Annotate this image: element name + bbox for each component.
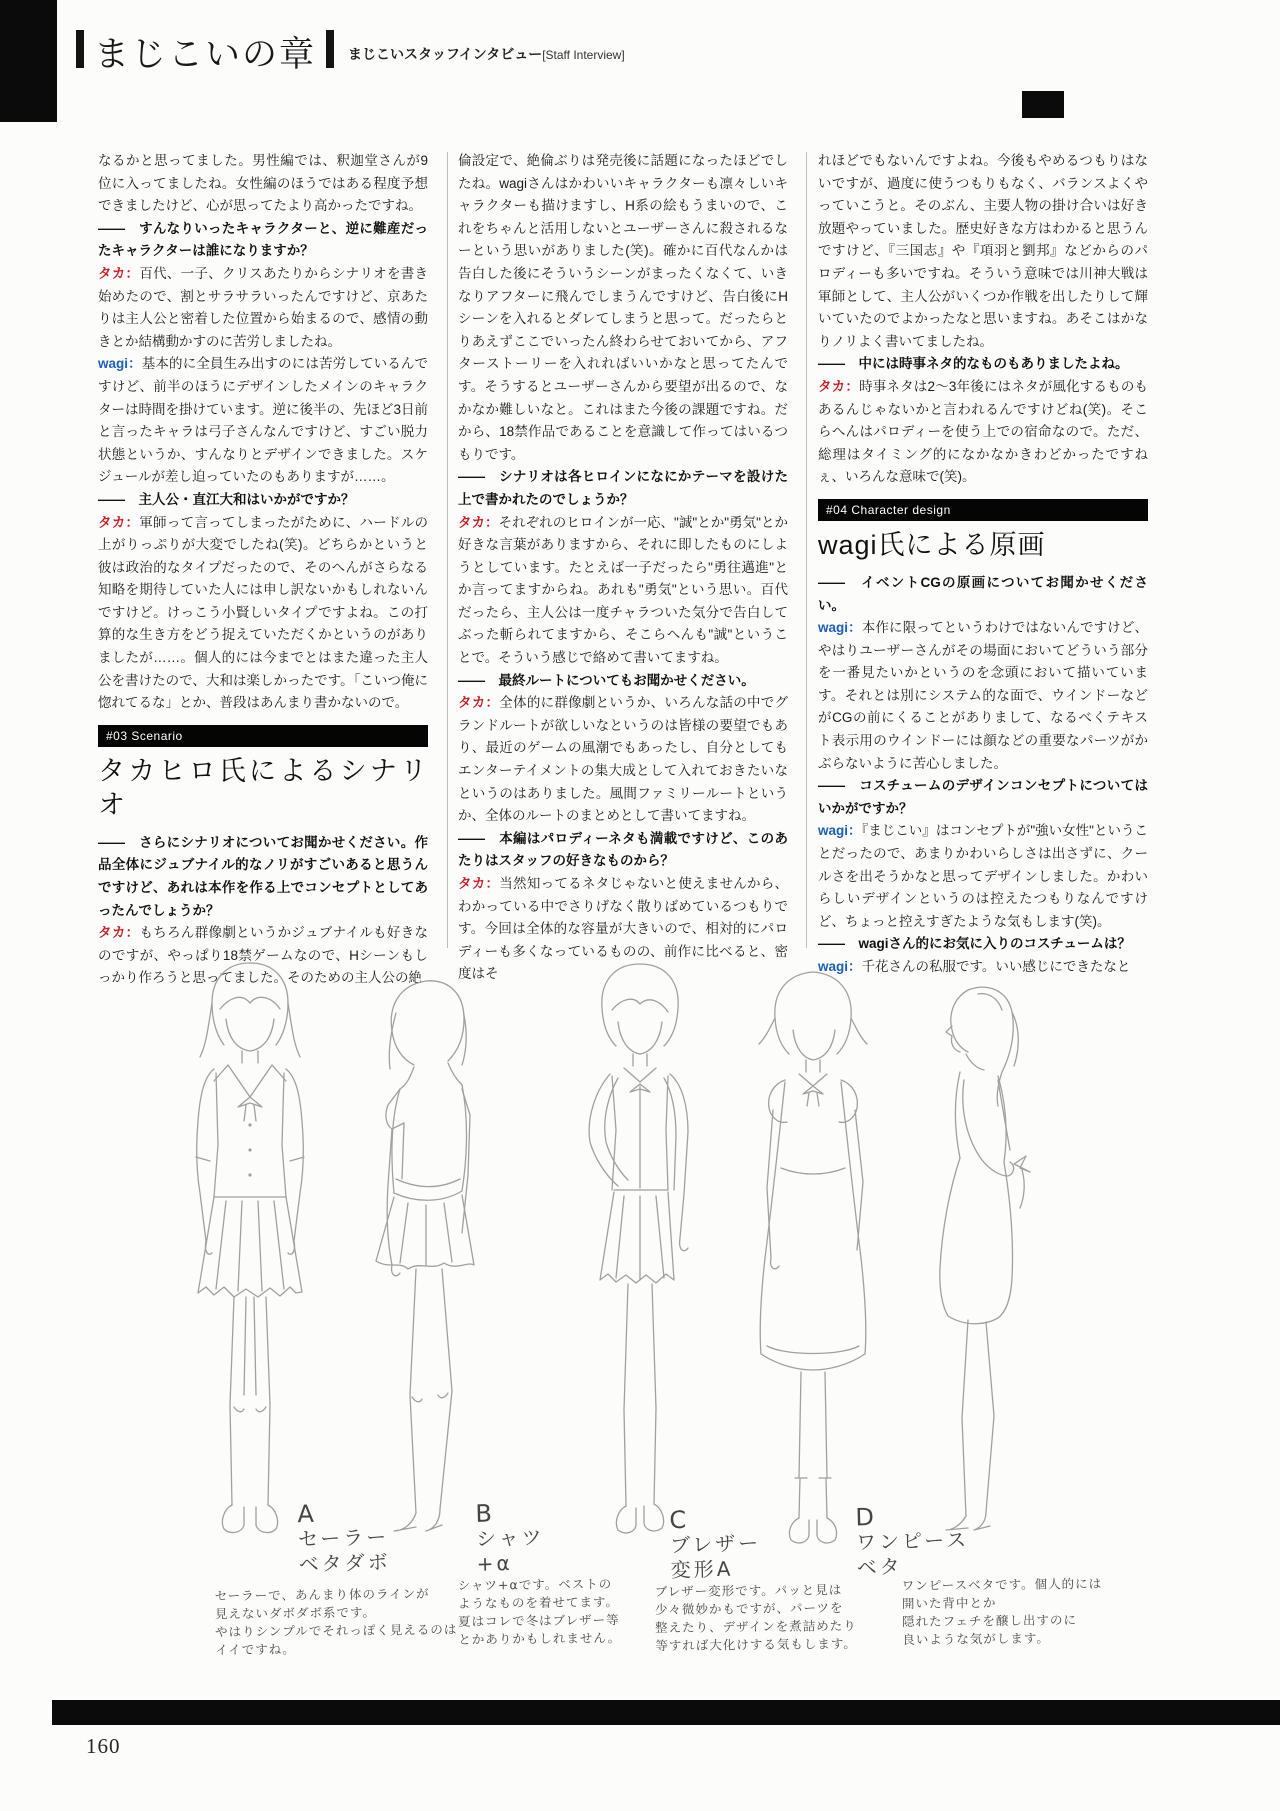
interview-paragraph: タカ：軍師って言ってしまったがために、ハードルの上がりっぷりが大変でしたね(笑)。どちらかというと彼は政治的なタイプだったので、そのへんがさらなる知略を期待していた人には申し訳ないかもしれないんですけど。けっこう小賢しいタイプですよね。この打算的な生き方をどう捉えていただくかというのがありましたが……。個人的には今までとはまた違った主人公を書けたので、大和は楽しかったです。「こいつ俺に惚れてるな」とか、普段はあんまり書かないので。: [98, 514, 429, 711]
interview-paragraph: wagi：基本的に全員生み出すのには苦労しているんですけど、前半のほうにデザインしたメインのキャラクターは時間を掛けています。逆に後半の、先ほど3日前と言ったキャラは弓子さんなんですけど、すごい脱力状態というか、すんなりとデザインできました。スケジュールが差し迫っていたのもありますが……。: [98, 356, 428, 485]
interviewer-question: ―― 中には時事ネタ的なものもありましたよね。: [818, 356, 1129, 372]
interviewer-question: ―― シナリオは各ヒロインになにかテーマを設けた上で書かれたのでしょうか？: [458, 469, 788, 507]
sketch-caption-c: [669, 1505, 762, 1583]
interviewer-question: ―― さらにシナリオについてお聞かせください。作品全体にジュブナイル的なノリがすごいあると思うんですけど、あれは本作を作る上でコンセプトとしてあったんでしょうか？: [98, 834, 428, 918]
caption-letter: B: [474, 1499, 493, 1528]
sketch-caption-b-note: [458, 1575, 622, 1649]
caption-note-line: イイですね。: [215, 1641, 296, 1658]
interview-column-3: [818, 150, 1148, 979]
section-headline: タカヒロ氏によるシナリオ: [98, 755, 428, 820]
sketch-caption-d: [855, 1502, 970, 1581]
masthead: [76, 30, 625, 72]
footer-black-bar: [52, 1700, 1280, 1725]
column-divider: [806, 152, 807, 948]
caption-name-line: シャツ: [475, 1525, 545, 1551]
caption-name-line: セーラー: [297, 1524, 390, 1552]
caption-letter: A: [296, 1499, 315, 1529]
caption-name: [298, 1525, 391, 1577]
caption-letter: D: [854, 1503, 875, 1532]
interviewer-question: ―― 本編はパロディーネタも満載ですけど、このあたりはスタッフの好きなものから？: [458, 830, 788, 869]
caption-note-line: ブレザー変形です。パッと見は: [654, 1582, 843, 1600]
caption-note-line: とかありかもしれません。: [458, 1630, 622, 1647]
caption-name-line: ベタ: [856, 1554, 903, 1580]
speaker-label-taka: タカ：: [98, 265, 140, 281]
caption-note-line: ワンピースベタです。個人的には: [901, 1575, 1103, 1594]
interviewer-question: ―― コスチュームのデザインコンセプトについてはいかがですか？: [818, 778, 1148, 816]
chapter-title: まじこいの章: [94, 35, 317, 74]
section-headline: wagi氏による原画: [818, 529, 1046, 560]
interview-paragraph: 倫設定で、絶倫ぶりは発売後に話題になったほどでしたね。wagiさんはかわいいキャラクターも凛々しいキャラクターも描けますし、H系の絵もうまいので、これをちゃんと活用しないとユーザーさんに殺されるなーという思いがありました(笑)。確かに百代なんかは告白した後にそういうシーンがまったくなくて、いきなりアフターに飛んでしまうんですけど、告白後にHシーンを入れるとダレてしまうと思って。だったらとりあえずここでいったん終わらせておいてから、アフターストーリーを入れればいいかなと思ってたんです。そうするとユーザーさんから要望が出るので、なかなか難しいなと。これはまた今後の課題ですね。だから、18禁作品であることを意識して作ってはいるつもりです。: [458, 153, 788, 462]
subtitle-en: [Staff Interview]: [542, 48, 625, 62]
interview-paragraph: タカ：当然知ってるネタじゃないと使えませんから、わかっている中でさりげなく散りばめているつもりです。今回は全体的な容量が大きいので、相対的にパロディーも多くなっているものの、前作に比べると、密度はそ: [458, 876, 789, 982]
caption-note-line: 夏はコレで冬はブレザー等: [458, 1612, 620, 1629]
caption-note-line: 整えたり、デザインを煮詰めたり: [655, 1617, 857, 1636]
caption-note-line: セーラーで、あんまり体のラインが: [214, 1586, 430, 1604]
speaker-label-taka: タカ：: [98, 514, 140, 530]
caption-name: [856, 1528, 970, 1581]
title-bar-left-icon: [76, 30, 84, 68]
page-number: 160: [86, 1734, 121, 1758]
caption-name-line: ブレザー: [669, 1530, 762, 1558]
character-sketch-onepiece: [715, 958, 910, 1598]
interviewer-question: ―― 主人公・直江大和はいかがですか？: [98, 491, 355, 507]
sketch-caption-a: [297, 1499, 391, 1577]
caption-note-line: 隠れたフェチを醸し出すのに: [902, 1612, 1078, 1630]
caption-note-line: 良いような気がします。: [902, 1630, 1050, 1648]
caption-note-line: 少々微妙かもですが、パーツを: [654, 1600, 844, 1618]
column-divider: [447, 152, 448, 948]
caption-name: [476, 1525, 546, 1577]
caption-note-line: 等すれば大化けする気もします。: [655, 1635, 857, 1654]
interviewer-question: ―― イベントCGの原画についてお聞かせください。: [818, 574, 1148, 613]
sketch-caption-b: [475, 1499, 546, 1577]
title-bar-right-icon: [326, 30, 334, 68]
interviewer-question: ―― wagiさん的にお気に入りのコスチュームは？: [818, 936, 1131, 952]
character-sketch-blazer: [540, 950, 740, 1600]
sketch-caption-c-note: [655, 1581, 857, 1655]
speaker-label-wagi: wagi：: [818, 959, 862, 974]
sketch-caption-d-note: [902, 1575, 1103, 1649]
caption-note-line: ようなものを着せてます。: [457, 1594, 619, 1611]
page-edge-tab: [1022, 91, 1064, 118]
interview-paragraph: wagi：『まじこい』はコンセプトが"強い女性"ということだったので、あまりかわいらしさは出さずに、クールさを出そうかなと思ってデザインしました。かわいらしいデザインというのは控えたつもりなんですけど、ちょっと控えすぎたような気もします(笑)。: [818, 823, 1148, 929]
interview-paragraph: タカ：百代、一子、クリスあたりからシナリオを書き始めたので、割とサラサラいったんですけど、京あたりは主人公と密着した位置から始まるので、感情の動きとか結構動かすのに苦労しましたね。: [98, 265, 428, 349]
interview-paragraph: れほどでもないんですよね。今後もやめるつもりはないですが、過度に使うつもりもなく、バランスよくやっていこうと。そのぶん、主要人物の掛け合いは好き放題やっていました。歴史好きな方はわかると思うんですけど、『三国志』や『項羽と劉邦』などからのパロディーも多いですね。そういう意味では川神大戦は軍師として、主人公がいくつか作戦を出したりして輝いていたのでよかったなと思いますね。あそこはかなりノリよく書いてましたね。: [818, 153, 1148, 349]
speaker-label-wagi: wagi：: [98, 356, 142, 372]
caption-note-line: シャツ+αです。ベストの: [457, 1576, 613, 1593]
sketch-caption-a-note: [215, 1585, 458, 1660]
interviewer-question: ―― すんなりいったキャラクターと、逆に難産だったキャラクターは誰になりますか？: [98, 220, 428, 259]
section-band: #03 Scenario: [98, 725, 428, 747]
speaker-label-taka: タカ：: [458, 876, 500, 891]
interview-column-1: [98, 150, 428, 990]
speaker-label-taka: タカ：: [818, 378, 860, 394]
interview-paragraph: wagi：本作に限ってというわけではないんですけど、やはりユーザーさんがその場面においてどういう部分を一番見たいかというのを念頭において描いています。それとは別にシステム的な面で、ウインドーなどがCGの前にくることがありまして、なるべくテキスト表示用のウインドーには顔などの重要なパーツがかぶらないように苦心しました。: [818, 620, 1148, 771]
speaker-label-taka: タカ：: [458, 695, 500, 711]
caption-name-line: +α: [476, 1550, 513, 1576]
subtitle-jp: まじこいスタッフインタビュー: [348, 46, 543, 62]
speaker-label-taka: タカ：: [98, 925, 140, 941]
section-band: #04 Character design: [818, 499, 1148, 521]
interview-paragraph: なるかと思ってました。男性編では、釈迦堂さんが9位に入ってましたね。女性編のほうではある程度予想できましたけど、心が思ってたより高かったですね。: [98, 153, 428, 214]
speaker-label-wagi: wagi：: [818, 823, 862, 839]
character-sketch-sailor: [150, 945, 350, 1595]
interviewer-question: ―― 最終ルートについてもお聞かせください。: [458, 672, 755, 688]
masthead-subtitle: [348, 44, 625, 72]
interview-paragraph: タカ：もちろん群像劇というかジュブナイルも好きなのですが、やっぱり18禁ゲームなので、Hシーンもしっかり作ろうと思ってました。そのための主人公の絶: [98, 925, 429, 986]
interview-paragraph: タカ：時事ネタは2～3年後にはネタが風化するものもあるんじゃないかと言われるんですけどね(笑)。そこらへんはパロディーを使う上での宿命なので。ただ、総理はタイミング的になかなかきわどかったですねぇ、いろんな意味で(笑)。: [818, 378, 1149, 485]
caption-note-line: 見えないダボダボ系です。: [214, 1604, 376, 1622]
caption-letter: C: [668, 1505, 687, 1535]
interview-paragraph: wagi：千花さんの私服です。いい感じにできたなと: [818, 959, 1131, 974]
caption-name-line: 変形A: [670, 1556, 734, 1583]
interview-column-2: [458, 150, 788, 986]
corner-black-block: [0, 0, 57, 122]
caption-note-line: やはりシンプルでそれっぽく見えるのは: [215, 1621, 458, 1640]
caption-name-line: ワンピース: [855, 1527, 970, 1555]
caption-note-line: 開いた背中とか: [901, 1595, 997, 1612]
caption-name-line: ベタダボ: [298, 1549, 391, 1577]
speaker-label-taka: タカ：: [458, 514, 499, 530]
interview-paragraph: タカ：それぞれのヒロインが一応、"誠"とか"勇気"とか好きな言葉がありますから、それに即したものにしようとしています。たとえば一子だったら"勇往邁進"とか言ってますからね。あれも"勇気"という思い。百代だったら、主人公は一度チャラついた気分で告白してぶった斬られてますから、そこらへんも"誠"ということで。そういう感じで絡めて書いてますね。: [458, 514, 789, 666]
speaker-label-wagi: wagi：: [818, 620, 862, 636]
interview-paragraph: タカ：全体的に群像劇というか、いろんな話の中でグランドルートが欲しいなというのは皆様の要望でもあり、最近のゲームの風潮でもあったし、自分としてもエンターテイメントの集大成として入れておきたいなというのはありました。風間ファミリールートというか、全体のルートのまとめとして書いてますね。: [458, 695, 789, 824]
caption-name: [670, 1531, 762, 1583]
